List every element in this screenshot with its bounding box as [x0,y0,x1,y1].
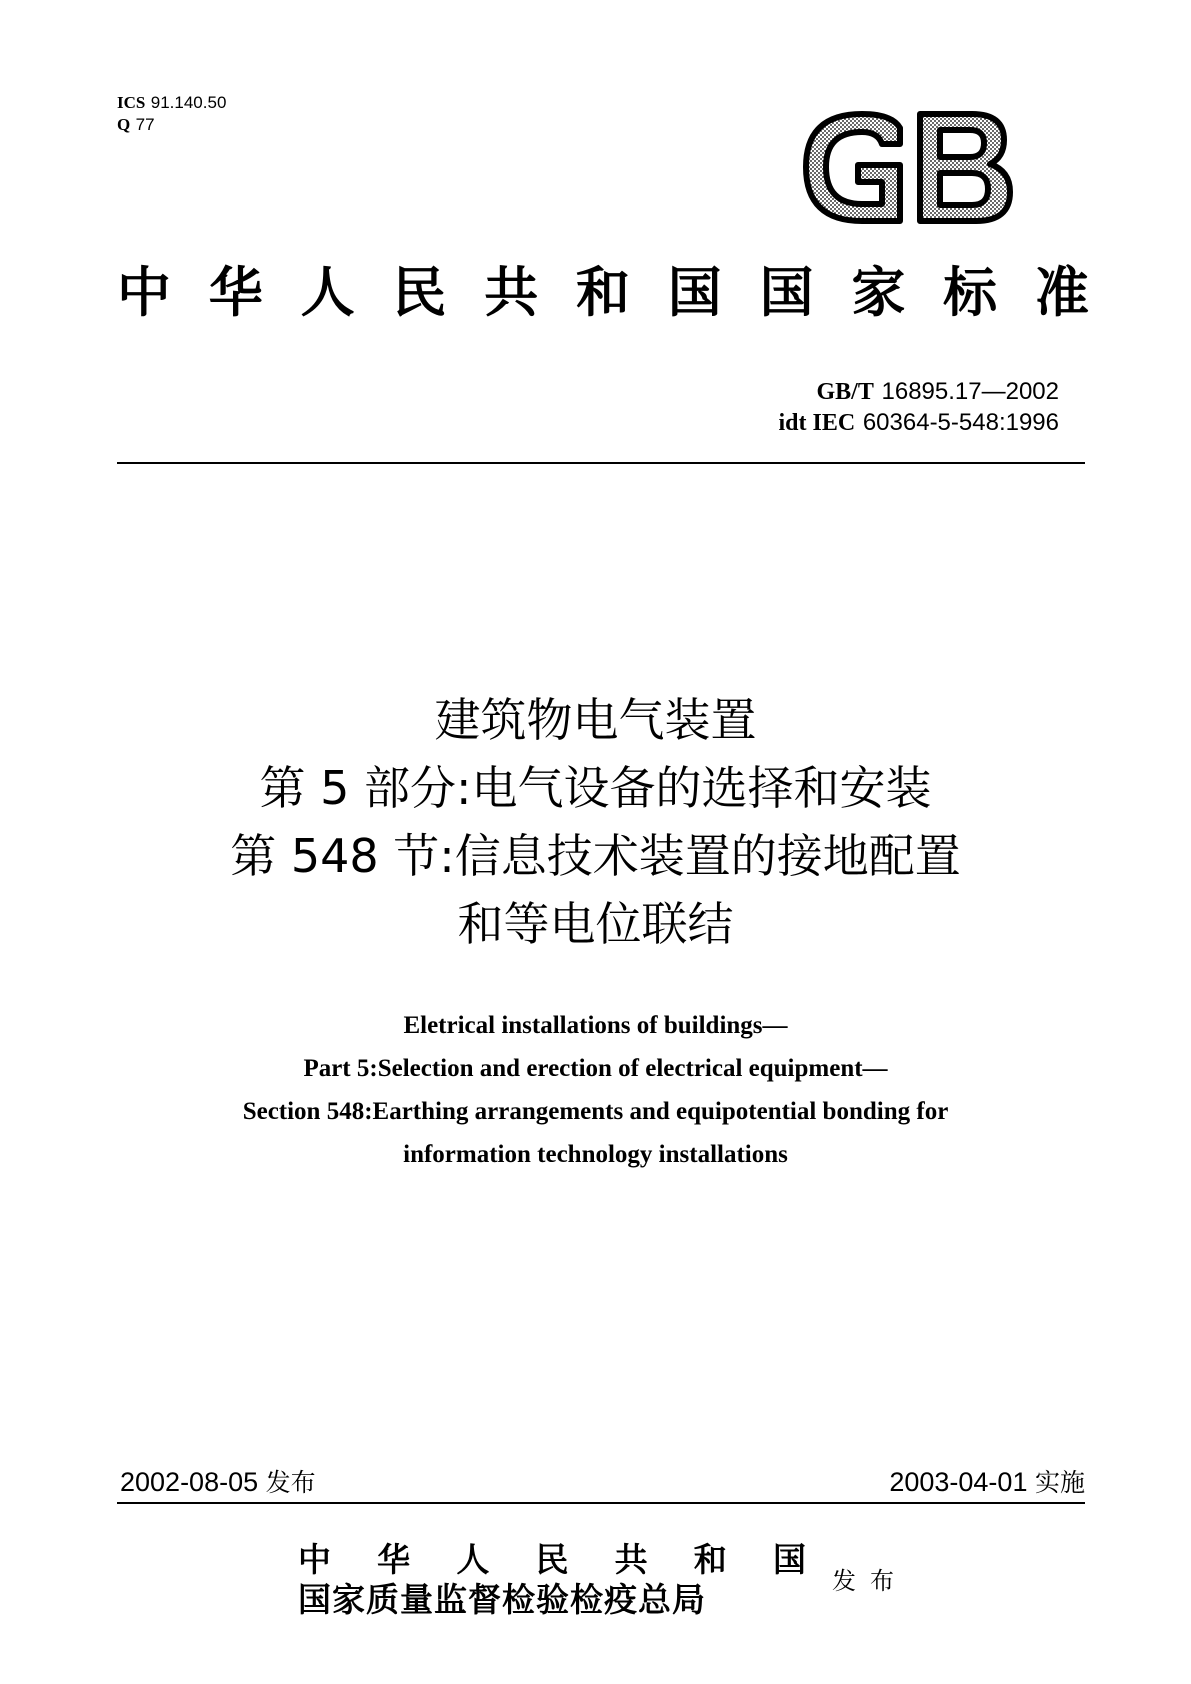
release-word: 发布 [265,1468,316,1497]
title-char: 准 [1034,261,1089,324]
implement-word: 实施 [1034,1468,1085,1497]
code-prefix: GB/T [816,379,874,405]
ccs-line [117,114,226,136]
english-title [0,1004,1191,1176]
en-title-line: Section 548:Earthing arrangements and equipotential bonding for [242,1098,949,1125]
cn-title-line: 和等电位联结 [457,897,734,951]
adoption-value: 60364-5-548:1996 [862,409,1059,436]
national-standard-title [117,258,1089,328]
issuer-char: 中 [298,1540,331,1579]
cn-title-line: 第 548 节:信息技术装置的接地配置 [230,829,961,883]
publish-word: 发布 [832,1567,908,1595]
ccs-label: Q [117,115,131,134]
footer-divider [117,1502,1085,1504]
adoption-prefix: idt IEC [778,410,856,436]
standard-codes [779,376,1060,438]
gb-logo [800,110,1015,225]
issuing-authority [298,1540,806,1620]
header-divider [117,462,1085,464]
release-date-value: 2002-08-05 [120,1467,259,1497]
chinese-title [0,686,1191,958]
issuer-char: 民 [535,1540,569,1579]
ics-line [117,92,226,114]
ccs-value: 77 [135,115,155,134]
title-char: 中 [117,261,171,324]
implement-date [889,1465,1085,1500]
issuer-char: 华 [377,1540,411,1579]
release-date [120,1465,316,1500]
ics-label: ICS [117,93,146,112]
cn-title-line: 建筑物电气装置 [434,693,757,747]
issuer-char: 人 [456,1540,490,1579]
title-char: 民 [392,261,447,324]
title-char: 和 [575,261,630,324]
en-title-line: Eletrical installations of buildings— [403,1012,788,1039]
title-char: 家 [851,261,906,324]
title-char: 国 [759,261,814,324]
cn-title-line: 第 5 部分:电气设备的选择和安装 [259,761,932,815]
standard-number [779,376,1060,407]
adoption-number [779,407,1060,438]
issuer-line-2: 国家质量监督检验检疫总局 [298,1580,706,1619]
en-title-line: Part 5:Selection and erection of electrical equipment— [303,1055,888,1082]
issuer-char: 国 [772,1540,806,1579]
title-char: 华 [208,261,263,324]
issuer-char: 和 [693,1540,727,1579]
issuer-line-1 [298,1540,806,1580]
title-char: 人 [300,261,355,324]
code-number: 16895.17—2002 [881,378,1059,405]
classification-codes [117,92,226,136]
implement-date-value: 2003-04-01 [889,1467,1028,1497]
title-char: 国 [667,261,722,324]
issuer-char: 共 [614,1540,648,1579]
en-title-line: information technology installations [403,1141,788,1168]
title-char: 标 [943,261,998,324]
title-char: 共 [484,261,539,324]
ics-value: 91.140.50 [150,93,227,112]
